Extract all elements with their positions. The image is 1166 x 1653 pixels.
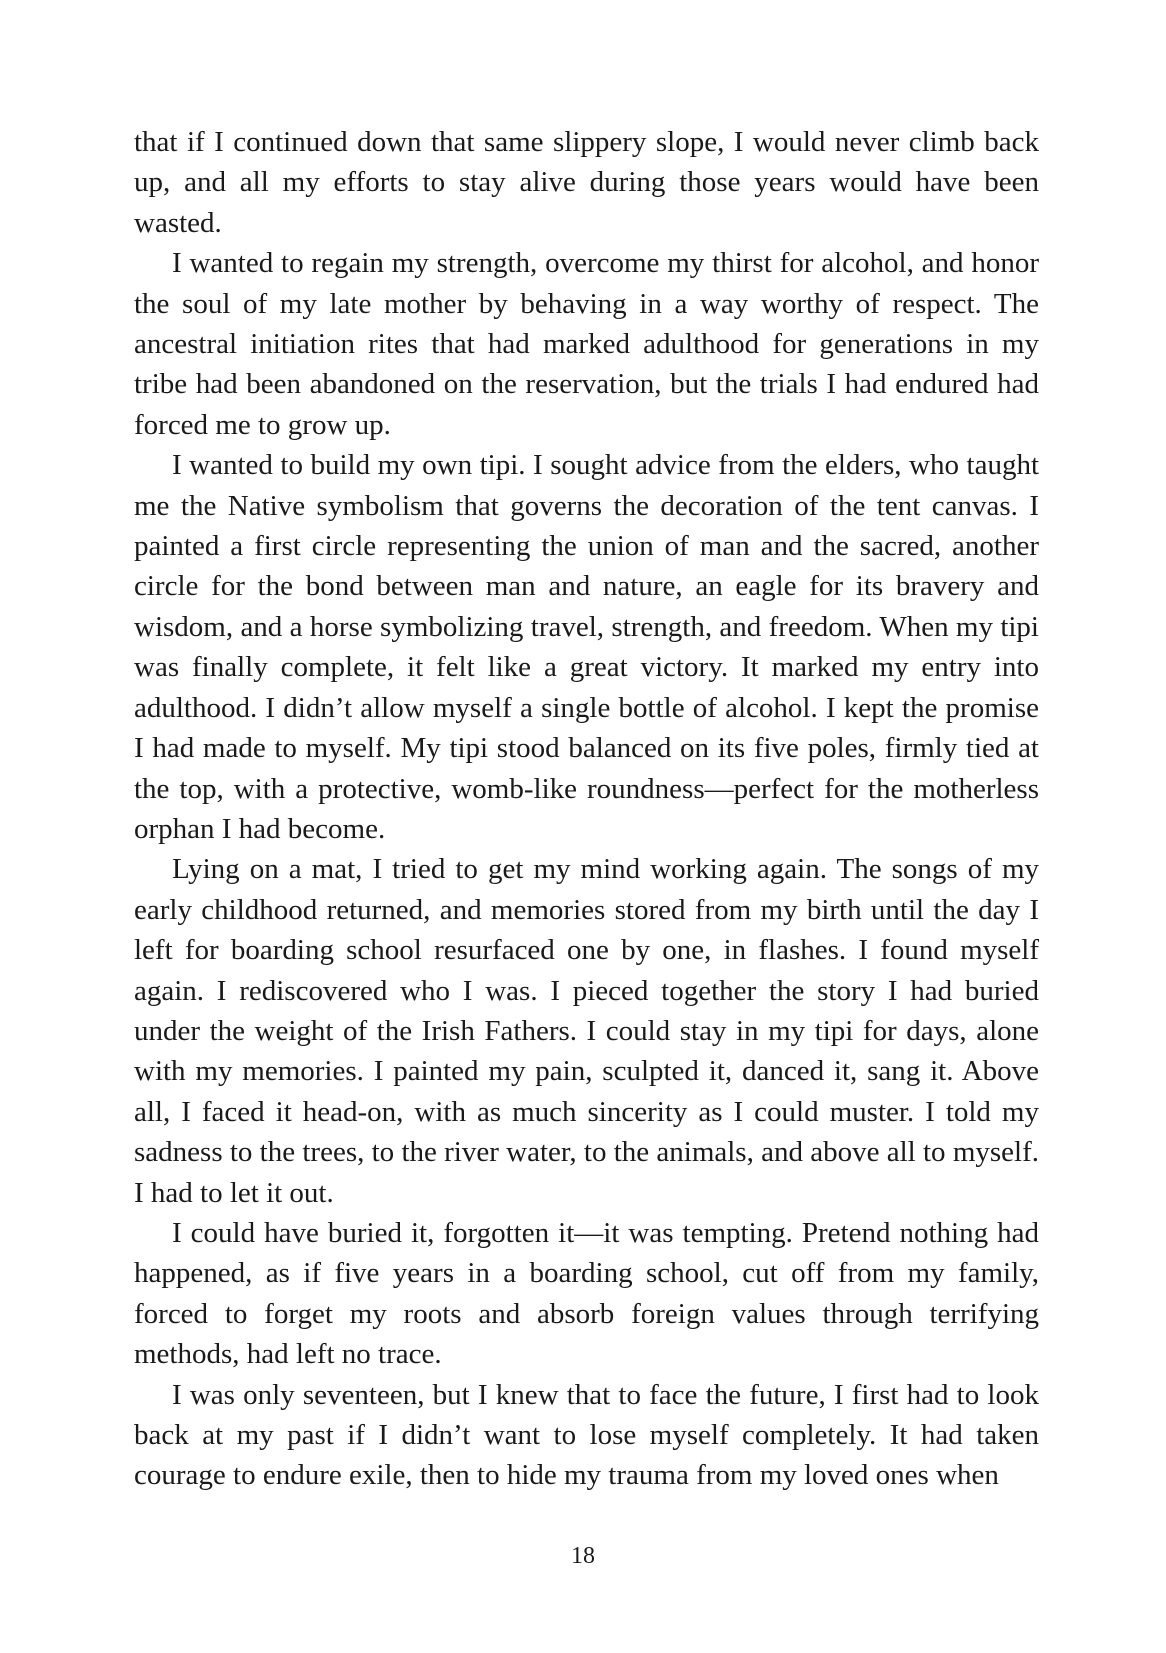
page-body-text xyxy=(134,122,1039,1496)
page-number: 18 xyxy=(571,1543,595,1569)
paragraph-continued: that if I continued down that same slippery slope, I would never climb back up, and all my efforts to stay alive during those years would have been wasted. xyxy=(134,126,1039,239)
paragraph: I wanted to regain my strength, overcome my thirst for alcohol, and honor the soul of my late mother by behaving in a way worthy of respect. The ancestral initiation rites that had marked adulthood for generations in my tribe had been abandoned on the reservation, but the trials I had endured had forced me to grow up. xyxy=(134,247,1039,441)
paragraph: Lying on a mat, I tried to get my mind working again. The songs of my early childhood returned, and memories stored from my birth until the day I left for boarding school resurfaced one by one, in flashes. I found myself again. I rediscovered who I was. I pieced together the story I had buried under the weight of the Irish Fathers. I could stay in my tipi for days, alone with my memories. I painted my pain, sculpted it, danced it, sang it. Above all, I faced it head-on, with as much sincerity as I could muster. I told my sadness to the trees, to the river water, to the animals, and above all to myself. I had to let it out. xyxy=(134,853,1039,1209)
paragraph: I could have buried it, forgotten it—it was tempting. Pretend nothing had happened, as if five years in a boarding school, cut off from my family, forced to forget my roots and absorb foreign values through terrifying methods, had left no trace. xyxy=(134,1216,1039,1371)
paragraph: I was only seventeen, but I knew that to face the future, I first had to look back at my past if I didn’t want to lose myself completely. It had taken courage to endure exile, then to hide my trauma from my loved ones when xyxy=(134,1378,1039,1492)
paragraph: I wanted to build my own tipi. I sought advice from the elders, who taught me the Native symbolism that governs the decoration of the tent canvas. I painted a first circle representing the union of man and the sacred, another circle for the bond between man and nature, an eagle for its bravery and wisdom, and a horse symbolizing travel, strength, and freedom. When my tipi was finally complete, it felt like a great victory. It marked my entry into adulthood. I didn’t allow myself a single bottle of alcohol. I kept the promise I had made to myself. My tipi stood balanced on its five poles, firmly tied at the top, with a protective, womb-like roundness—perfect for the motherless orphan I had become. xyxy=(134,449,1039,845)
